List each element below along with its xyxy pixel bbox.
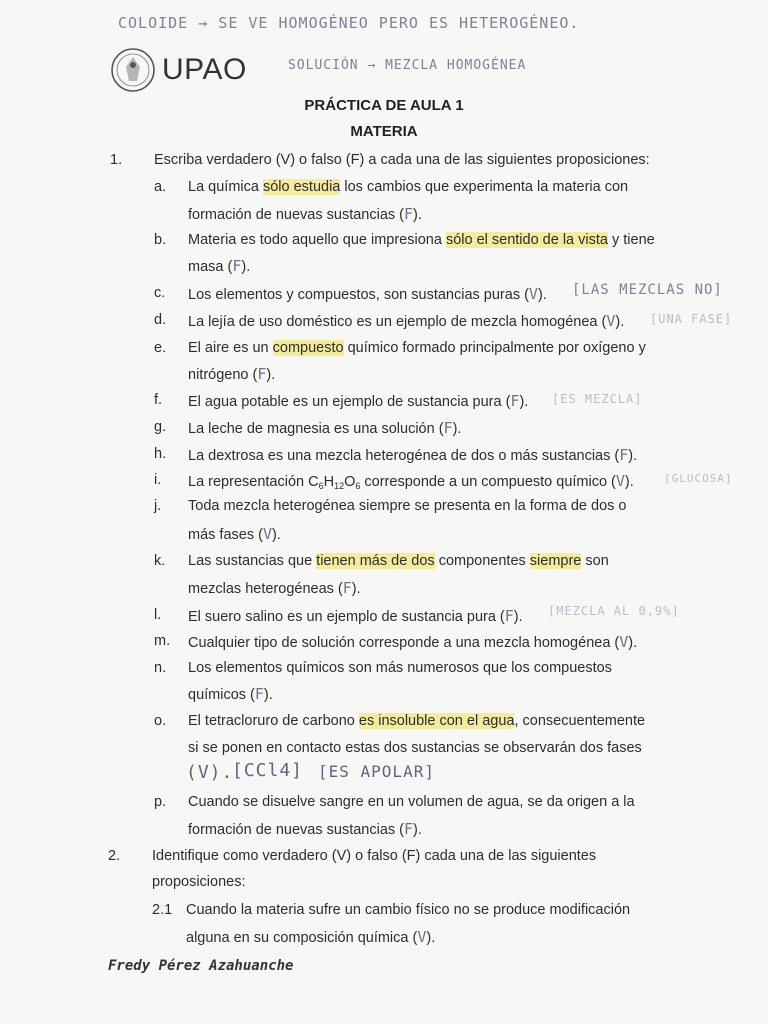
item-label: i. xyxy=(154,472,162,488)
item-g-line1: La leche de magnesia es una solución (F). xyxy=(188,419,462,437)
item-label: f. xyxy=(154,392,163,408)
item-label: n. xyxy=(154,660,167,676)
item-c-line1: Los elementos y compuestos, son sustancias puras (V). xyxy=(188,285,547,303)
item-a-line2: formación de nuevas sustancias (F). xyxy=(188,205,422,223)
handwritten-note-o-formula: [CCl4] xyxy=(232,760,304,781)
item-label: 2.1 xyxy=(152,902,173,918)
item-p-line2: formación de nuevas sustancias (F). xyxy=(188,820,422,838)
item-label: b. xyxy=(154,232,167,248)
handwritten-note-l: [MEZCLA AL 0,9%] xyxy=(548,604,680,618)
item-o-line1: El tetracloruro de carbono es insoluble con el agua, consecuentemente xyxy=(188,713,646,729)
question-1-text: Escriba verdadero (V) o falso (F) a cada una de las siguientes proposiciones: xyxy=(154,152,650,168)
handwritten-answer-o: (V). xyxy=(186,762,234,783)
item-2-1-line2: alguna en su composición química (V). xyxy=(186,928,436,946)
item-label: o. xyxy=(154,713,167,729)
page-title: PRÁCTICA DE AULA 1 xyxy=(304,97,464,114)
item-e-line1: El aire es un compuesto químico formado principalmente por oxígeno y xyxy=(188,340,646,356)
item-label: k. xyxy=(154,553,166,569)
item-n-line1: Los elementos químicos son más numerosos que los compuestos xyxy=(188,660,612,676)
upao-logo xyxy=(110,44,247,96)
item-n-line2: químicos (F). xyxy=(188,685,273,703)
item-label: a. xyxy=(154,179,167,195)
item-label: j. xyxy=(154,498,162,514)
handwritten-note-d: [UNA FASE] xyxy=(650,312,733,326)
item-2-1-line1: Cuando la materia sufre un cambio físico no se produce modificación xyxy=(186,902,631,918)
handwritten-note-i: [GLUCOSA] xyxy=(664,472,733,485)
item-e-line2: nitrógeno (F). xyxy=(188,365,276,383)
item-j-line1: Toda mezcla heterogénea siempre se presenta en la forma de dos o xyxy=(188,498,627,514)
question-2-number: 2. xyxy=(108,848,121,864)
handwritten-note-o-apolar: [ES APOLAR] xyxy=(318,762,435,781)
item-j-line2: más fases (V). xyxy=(188,525,281,543)
item-d-line1: La lejía de uso doméstico es un ejemplo de mezcla homogénea (V). xyxy=(188,312,625,330)
handwritten-note-solucion: SOLUCIÓN → MEZCLA HOMOGÉNEA xyxy=(288,58,527,73)
question-2-line2: proposiciones: xyxy=(152,874,246,890)
item-label: e. xyxy=(154,340,167,356)
item-o-line2: si se ponen en contacto estas dos sustancias se observarán dos fases xyxy=(188,740,642,756)
item-l-line1: El suero salino es un ejemplo de sustancia pura (F). xyxy=(188,607,523,625)
item-label: l. xyxy=(154,607,162,623)
question-2-line1: Identifique como verdadero (V) o falso (F) cada una de las siguientes xyxy=(152,848,597,864)
item-f-line1: El agua potable es un ejemplo de sustancia pura (F). xyxy=(188,392,529,410)
author-signature: Fredy Pérez Azahuanche xyxy=(108,958,294,974)
item-label: m. xyxy=(154,633,171,649)
item-label: c. xyxy=(154,285,166,301)
handwritten-note-coloide: COLOIDE → SE VE HOMOGÉNEO PERO ES HETEROGÉNEO. xyxy=(118,14,580,32)
item-k-line1: Las sustancias que tienen más de dos componentes siempre son xyxy=(188,553,609,569)
item-b-line2: masa (F). xyxy=(188,257,251,275)
item-k-line2: mezclas heterogéneas (F). xyxy=(188,579,361,597)
question-1-number: 1. xyxy=(110,152,123,168)
item-label: p. xyxy=(154,794,167,810)
item-p-line1: Cuando se disuelve sangre en un volumen de agua, se da origen a la xyxy=(188,794,635,810)
item-label: d. xyxy=(154,312,167,328)
university-seal-icon xyxy=(110,47,156,93)
item-i-line1: La representación $C_6H_{12}O_6$ corresponde a un compuesto químico (V). xyxy=(188,472,634,491)
item-label: h. xyxy=(154,446,167,462)
item-m-line1: Cualquier tipo de solución corresponde a una mezcla homogénea (V). xyxy=(188,633,638,651)
item-label: g. xyxy=(154,419,167,435)
page-subtitle: MATERIA xyxy=(350,123,418,140)
handwritten-note-c: [LAS MEZCLAS NO] xyxy=(572,282,723,298)
item-h-line1: La dextrosa es una mezcla heterogénea de dos o más sustancias (F). xyxy=(188,446,638,464)
handwritten-note-f: [ES MEZCLA] xyxy=(552,392,643,406)
item-a-line1: La química sólo estudia los cambios que experimenta la materia con xyxy=(188,179,629,195)
item-b-line1: Materia es todo aquello que impresiona sólo el sentido de la vista y tiene xyxy=(188,232,655,248)
logo-text: UPAO xyxy=(162,53,247,86)
